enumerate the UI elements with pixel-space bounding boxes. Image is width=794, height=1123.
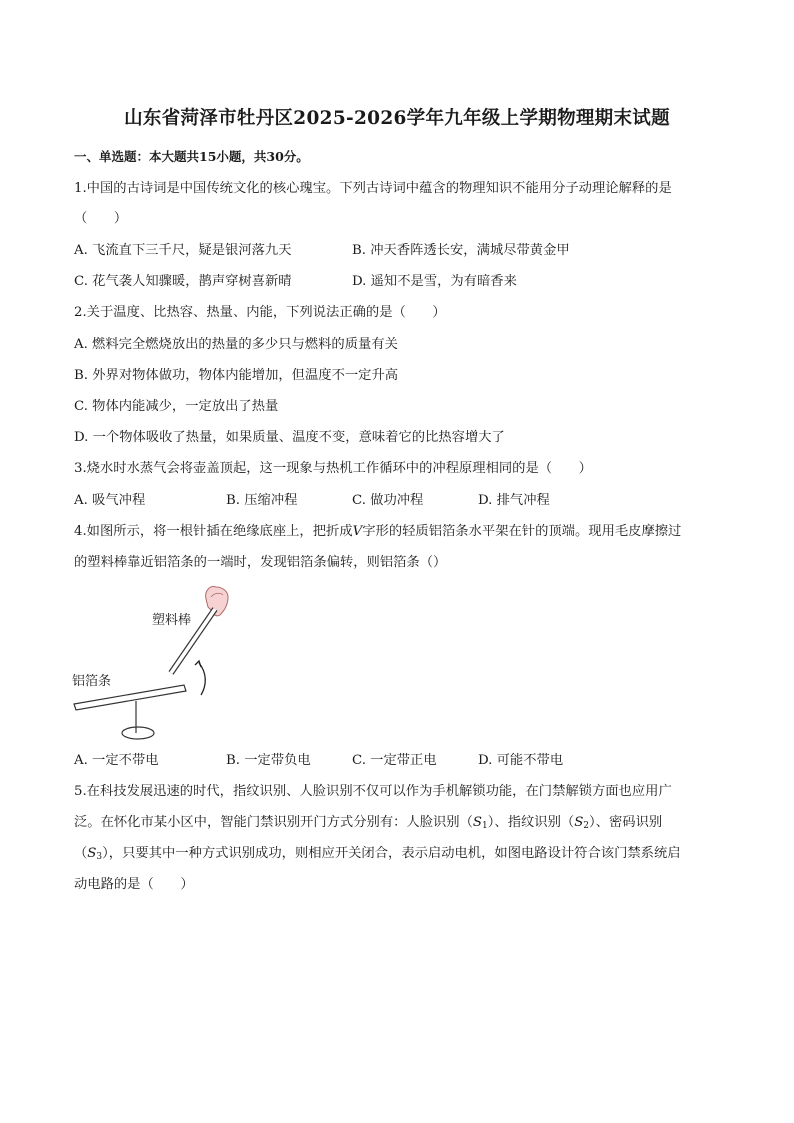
- q5-switch-s2-sub: 2: [583, 821, 590, 831]
- q5-line4: 动电路的是（ ）: [74, 877, 194, 892]
- q5-line2-mid1: ）、指纹识别（: [487, 815, 575, 830]
- q5-line2: [74, 811, 662, 831]
- rotation-arrow: [199, 663, 205, 695]
- q5-line3-pre: （: [74, 846, 88, 861]
- q1-option-d: D. 遥知不是雪，为有暗香来: [352, 274, 517, 289]
- q2-option-a: A. 燃料完全燃烧放出的热量的多少只与燃料的质量有关: [74, 337, 398, 352]
- q4-stem-post: 字形的轻质铝箔条水平架在针的顶端。现用毛皮摩擦过: [362, 524, 682, 539]
- q5-line2-mid2: ）、密码识别: [589, 815, 663, 830]
- q4-option-a: A. 一定不带电: [74, 753, 159, 768]
- q4-figure: [70, 577, 230, 742]
- q1-option-b: B. 冲天香阵透长安，满城尽带黄金甲: [352, 243, 570, 258]
- q3-option-d: D. 排气冲程: [478, 493, 550, 508]
- q3-option-a: A. 吸气冲程: [74, 493, 146, 508]
- q5-switch-s3-sub: 3: [96, 852, 103, 862]
- q4-stem-line1: [74, 520, 681, 539]
- q4-option-b: B. 一定带负电: [226, 753, 311, 768]
- q5-switch-s1-sub: 1: [482, 821, 488, 831]
- q1-answer-paren: （ ）: [74, 211, 128, 226]
- label-plastic-rod: 塑料棒: [152, 613, 192, 628]
- q4-option-c: C. 一定带正电: [352, 753, 437, 768]
- q3-option-c: C. 做功冲程: [352, 493, 424, 508]
- q3-stem: 3.烧水时水蒸气会将壶盖顶起，这一现象与热机工作循环中的冲程原理相同的是（ ）: [74, 461, 592, 476]
- insulating-base: [122, 727, 154, 739]
- q4-figure-drawing: [70, 577, 230, 742]
- q1-stem: 1.中国的古诗词是中国传统文化的核心瑰宝。下列古诗词中蕴含的物理知识不能用分子动理论解释的是: [74, 181, 672, 196]
- q1-option-c: C. 花气袭人知骤暖，鹊声穿树喜新晴: [74, 274, 292, 289]
- q2-option-b: B. 外界对物体做功，物体内能增加，但温度不一定升高: [74, 368, 399, 383]
- q5-switch-s3: S: [87, 846, 97, 861]
- q5-switch-s1: S: [472, 815, 483, 830]
- q2-stem: 2.关于温度、比热容、热量、内能，下列说法正确的是（ ）: [74, 305, 446, 320]
- q4-stem-line2: 的塑料棒靠近铝箔条的一端时，发现铝箔条偏转，则铝箔条（）: [74, 555, 447, 570]
- q5-switch-s2: S: [574, 815, 584, 830]
- q5-line1: 5.在科技发展迅速的时代，指纹识别、人脸识别不仅可以作为手机解锁功能，在门禁解锁方面也应用广: [74, 784, 672, 799]
- q2-option-d: D. 一个物体吸收了热量，如果质量、温度不变，意味着它的比热容增大了: [74, 430, 505, 445]
- page-title: 山东省菏泽市牡丹区2025-2026学年九年级上学期物理期末试题: [124, 108, 670, 129]
- q2-option-c: C. 物体内能减少，一定放出了热量: [74, 399, 279, 414]
- q4-stem-pre: 4.如图所示，将一根针插在绝缘底座上，把折成: [74, 524, 353, 539]
- q1-option-a: A. 飞流直下三千尺，疑是银河落九天: [74, 243, 292, 258]
- q5-line3: [74, 842, 681, 862]
- q5-line3-post: ），只要其中一种方式识别成功，则相应开关闭合，表示启动电机，如图电路设计符合该门禁系统启: [102, 846, 681, 861]
- q3-option-b: B. 压缩冲程: [226, 493, 298, 508]
- section-heading: 一、单选题：本大题共15小题，共30分。: [74, 149, 309, 164]
- q4-option-d: D. 可能不带电: [478, 753, 564, 768]
- q5-line2-pre: 泛。在怀化市某小区中，智能门禁识别开门方式分别有：人脸识别（: [74, 815, 473, 830]
- label-aluminum-foil: 铝箔条: [72, 674, 112, 689]
- q4-stem-v: V: [352, 524, 363, 539]
